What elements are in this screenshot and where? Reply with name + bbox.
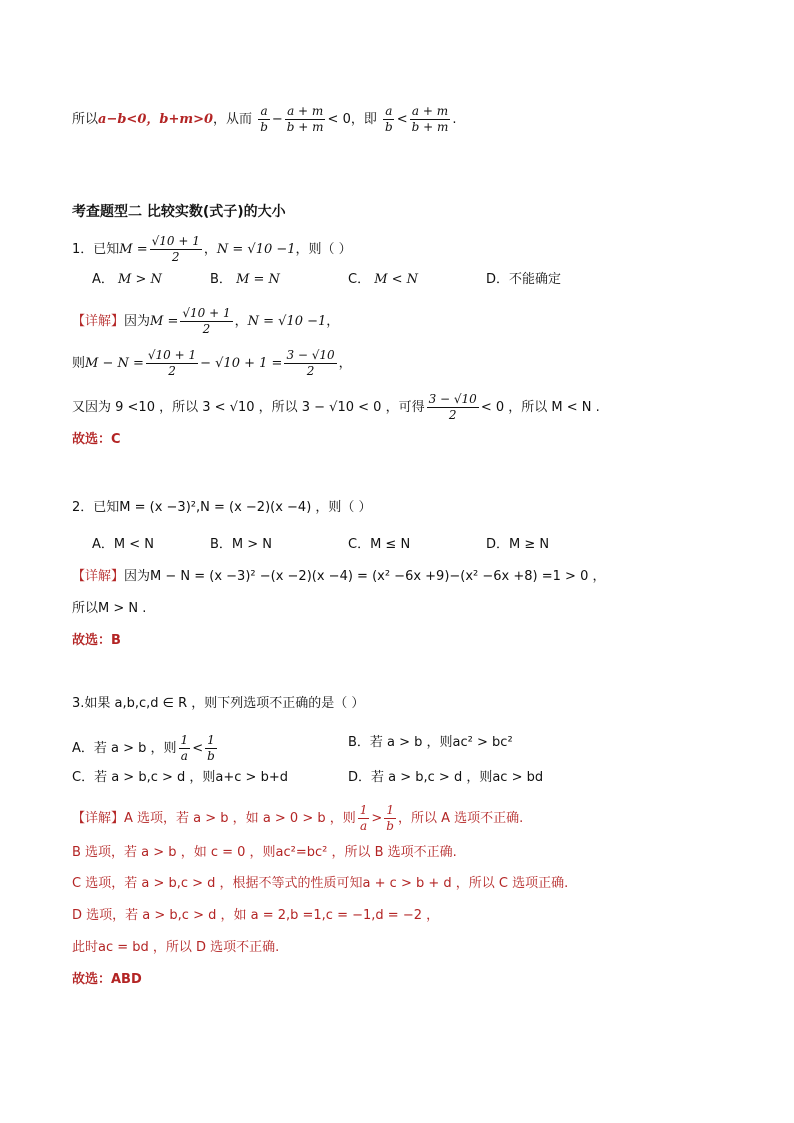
q3-detail-4: D 选项，若 a > b,c > d ，如 a = 2,b =1,c = −1,d = −2 ， (72, 908, 440, 923)
frac-a-b-2: $\frac{a}{b}$ (385, 104, 393, 134)
q1-stem: 1．已知M = $\frac{√10 + 1}{2}$ ，N = √10 −1，则（ ） (72, 234, 352, 264)
q1-detail-2: 则M − N = $\frac{√10 + 1}{2}$ − √10 + 1 = $\frac{3 - √10}{2}$ ， (72, 348, 352, 378)
q3-answer: 故选：ABD (72, 972, 142, 987)
q2-option-c: C．M ≤ N (348, 537, 411, 552)
q2-option-b: B．M > N (210, 537, 273, 552)
q3-detail-tag: 【详解】 (72, 811, 125, 826)
q3-detail-1: 【详解】A 选项，若 a > b ，如 a > 0 > b ，则 $\frac{1}{a}$ > $\frac{1}{b}$ ，所以 A 选项不正确. (72, 803, 524, 833)
q3-option-c: C．若 a > b,c > d ，则a+c > b+d (72, 770, 288, 785)
q3-option-b: B．若 a > b ，则ac² > bc² (348, 735, 513, 750)
section-title: 考查题型二 比较实数(式子)的大小 (72, 204, 286, 220)
q1-option-b: B． M = N (210, 272, 280, 287)
q2-stem: 2．已知M = (x −3)²,N = (x −2)(x −4) ，则（ ） (72, 500, 372, 515)
intro-from: ，从而 (213, 112, 253, 127)
q1-detail-1: 【详解】因为M = $\frac{√10 + 1}{2}$ ，N = √10 −1， (72, 306, 340, 336)
frac-sqrt10p1-2: $\frac{√10 + 1}{2}$ (151, 234, 200, 264)
q3-detail-3: C 选项，若 a > b,c > d ，根据不等式的性质可知a + c > b + d ，所以 C 选项正确. (72, 876, 569, 891)
q1-option-d: D．不能确定 (486, 272, 562, 287)
q1-option-a: A． M > N (92, 272, 162, 287)
frac-a-b: $\frac{a}{b}$ (260, 104, 268, 134)
q2-detail-2: 所以M > N . (72, 601, 147, 616)
q1-detail-3: 又因为 9 <10 ，所以 3 < √10 ，所以 3 − √10 < 0 ，可得 $\frac{3 - √10}{2}$ < 0 ，所以 M < N . (72, 392, 600, 422)
intro-then: ，即 (350, 112, 377, 127)
intro-line: 所以a−b<0，b+m>0，从而 $\frac{a}{b}$ − $\frac{a + m}{b + m}$ < 0，即 $\frac{a}{b}$ < $\frac{a + m}{b + m}$ . (72, 104, 457, 134)
frac-am-bm: $\frac{a + m}{b + m}$ (286, 104, 324, 134)
frac-am-bm-2: $\frac{a + m}{b + m}$ (411, 104, 449, 134)
q2-answer: 故选：B (72, 633, 121, 648)
q3-detail-2: B 选项，若 a > b ，如 c = 0 ，则ac²=bc² ，所以 B 选项不正确. (72, 845, 457, 860)
q2-detail-1: 【详解】因为M − N = (x −3)² −(x −2)(x −4) = (x² −6x +9)−(x² −6x +8) =1 > 0 ， (72, 569, 606, 584)
q1-detail-tag: 【详解】 (72, 314, 125, 329)
q3-option-a: A．若 a > b ，则 $\frac{1}{a}$ < $\frac{1}{b}$ (72, 733, 215, 763)
intro-ineq: a−b<0，b+m>0 (98, 112, 214, 127)
q1-option-c: C． M < N (348, 272, 419, 287)
q2-detail-tag: 【详解】 (72, 569, 125, 584)
q1-answer: 故选：C (72, 432, 121, 447)
q3-detail-5: 此时ac = bd ，所以 D 选项不正确. (72, 940, 280, 955)
q2-option-a: A．M < N (92, 537, 154, 552)
q3-stem: 3.如果 a,b,c,d ∈ R ，则下列选项不正确的是（ ） (72, 696, 365, 711)
q2-option-d: D．M ≥ N (486, 537, 550, 552)
intro-lead: 所以 (72, 112, 99, 127)
q3-option-d: D．若 a > b,c > d ，则ac > bd (348, 770, 544, 785)
